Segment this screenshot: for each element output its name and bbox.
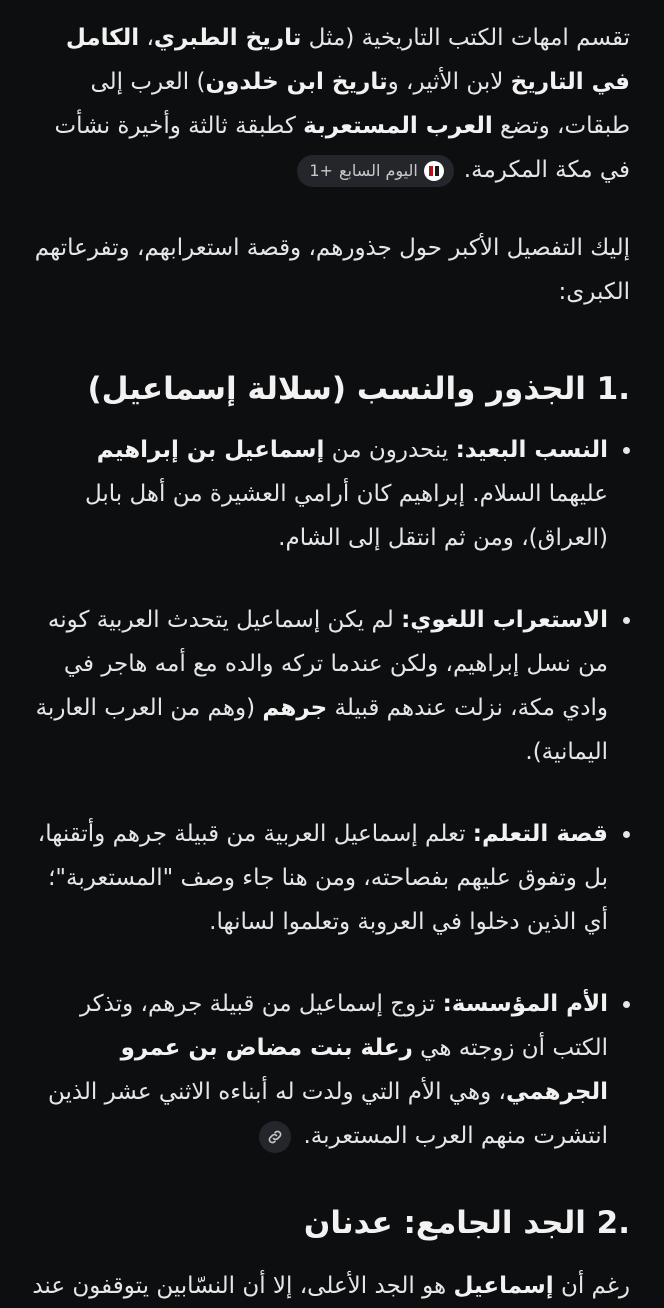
list-item: قصة التعلم: تعلم إسماعيل العربية من قبيلة جرهم وأتقنها، بل وتفوق عليهم بفصاحته، ومن هنا جاء وصف "المستعربة"؛ أي الذين دخلوا في العروبة وتعلموا لسانها.	[34, 812, 630, 944]
section-1-number: 1.	[596, 371, 630, 407]
list-item: الاستعراب اللغوي: لم يكن إسماعيل يتحدث العربية كونه من نسل إبراهيم، ولكن عندما تركه والده مع أمه هاجر في وادي مكة، نزلت عندهم قبيلة جرهم (وهم من العرب العاربة اليمانية).	[34, 598, 630, 774]
section-2-paragraph: رغم أن إسماعيل هو الجد الأعلى، إلا أن النسّابين يتوقفون عند	[32, 1273, 630, 1299]
source-chip-label: اليوم السابع	[338, 160, 418, 180]
newspaper-logo-icon	[424, 161, 444, 181]
section-1-title: الجذور والنسب (سلالة إسماعيل)	[87, 371, 586, 407]
source-chip[interactable]	[297, 155, 453, 187]
response-content	[34, 0, 630, 1308]
source-chip-count: +1	[309, 160, 333, 180]
section-2-heading	[34, 1200, 630, 1246]
source-link-button[interactable]	[259, 1121, 291, 1153]
section-2-number: 2.	[596, 1205, 630, 1241]
list-item: النسب البعيد: ينحدرون من إسماعيل بن إبراهيم عليهما السلام. إبراهيم كان أرامي العشيرة من أهل بابل (العراق)، ومن ثم انتقل إلى الشام.	[34, 428, 630, 560]
intro-paragraph: تقسم امهات الكتب التاريخية (مثل تاريخ الطبري، الكامل في التاريخ لابن الأثير، وتاريخ ابن خلدون) العرب إلى طبقات، وتضع العرب المستعربة كطبقة ثالثة وأخيرة نشأت في مكة المكرمة. اليوم السابع +1	[34, 16, 630, 192]
section-2-title: الجد الجامع: عدنان	[303, 1205, 586, 1241]
list-item: الأم المؤسسة: تزوج إسماعيل من قبيلة جرهم، وتذكر الكتب أن زوجته هي رعلة بنت مضاض بن عمرو الجرهمي، وهي الأم التي ولدت له أبناءه الاثني عشر الذين انتشرت منهم العرب المستعربة.	[34, 982, 630, 1158]
link-icon	[266, 1128, 284, 1146]
section-1-list	[34, 428, 630, 1158]
section-1-heading	[34, 366, 630, 412]
lead-paragraph: إليك التفصيل الأكبر حول جذورهم، وقصة استعرابهم، وتفرعاتهم الكبرى:	[34, 235, 630, 305]
